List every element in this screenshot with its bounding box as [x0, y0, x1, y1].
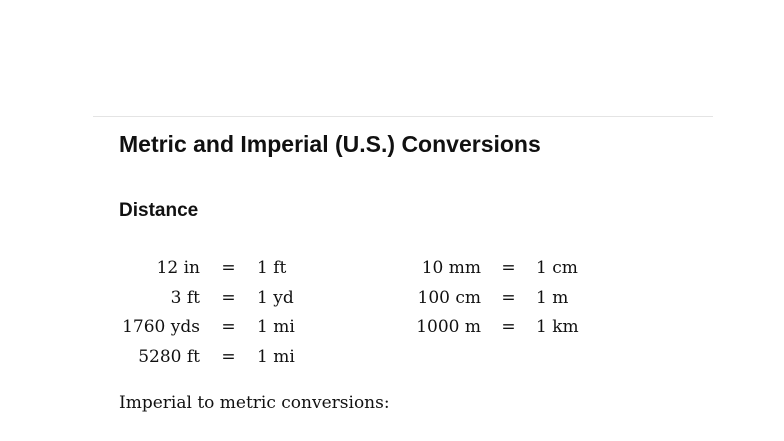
conversion-rhs: 1 yd: [257, 287, 294, 308]
conversion-row: [111, 254, 295, 284]
conversion-row: [111, 284, 295, 314]
conversion-row: [408, 313, 579, 343]
conversion-rhs: 1 ft: [257, 258, 287, 278]
section-heading-distance: Distance: [119, 200, 199, 221]
horizontal-divider: [93, 116, 713, 117]
conversion-lhs: 10 mm: [421, 258, 481, 278]
conversion-row: [111, 343, 295, 373]
conversion-lhs: 5280 ft: [138, 346, 200, 367]
equals-sign: =: [221, 317, 236, 337]
conversion-lhs: 100 cm: [417, 287, 481, 308]
conversion-rhs: 1 mi: [257, 317, 295, 337]
equals-sign: =: [221, 346, 236, 367]
conversion-row: [408, 254, 579, 284]
page-title: Metric and Imperial (U.S.) Conversions: [119, 131, 541, 157]
equals-sign: =: [221, 258, 236, 278]
conversion-rhs: 1 cm: [536, 258, 578, 278]
equals-sign: =: [501, 258, 516, 278]
equals-sign: =: [221, 287, 236, 308]
conversion-rhs: 1 km: [536, 317, 579, 337]
conversion-rhs: 1 mi: [257, 346, 295, 367]
conversion-lhs: 1760 yds: [122, 317, 200, 337]
conversion-lhs: 3 ft: [170, 287, 200, 308]
conversion-rhs: 1 m: [536, 287, 569, 308]
conversion-row: [111, 313, 295, 343]
conversion-lhs: 1000 m: [416, 317, 481, 337]
conversion-row: [408, 284, 579, 314]
metric-distance-table: [408, 254, 579, 343]
imperial-distance-table: [111, 254, 295, 372]
imperial-to-metric-intro: Imperial to metric conversions:: [119, 393, 390, 413]
conversion-lhs: 12 in: [156, 258, 200, 278]
equals-sign: =: [501, 317, 516, 337]
equals-sign: =: [501, 287, 516, 308]
